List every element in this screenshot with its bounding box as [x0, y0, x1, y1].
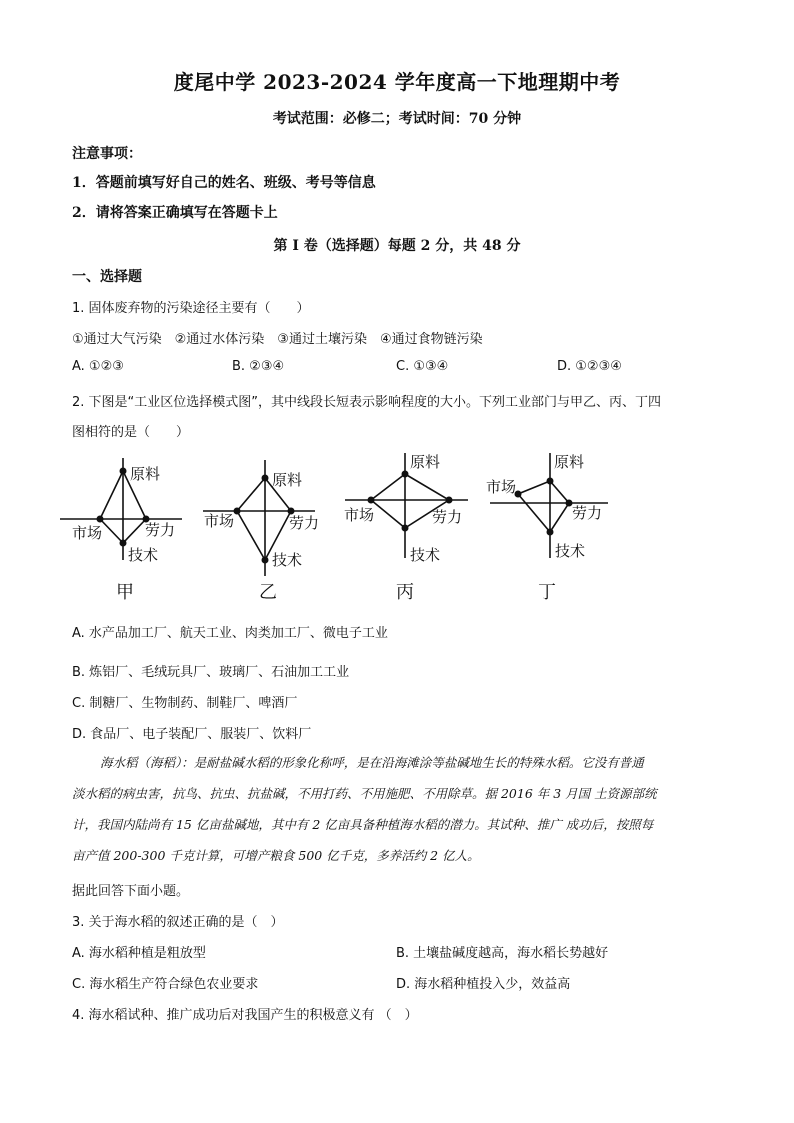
caption-bing: 丙: [396, 582, 414, 603]
bing-tech-label: 技术: [410, 546, 441, 564]
caption-yi: 乙: [259, 582, 277, 603]
bing-market-label: 市场: [344, 506, 375, 524]
passage-line-2: 淡水稻的病虫害，抗鸟、抗虫、抗盐碱，不用打药、不用施肥、不用除草。据 2016 年 3 月国 土资源部统: [72, 786, 657, 801]
part-heading: 一、选择题: [72, 269, 142, 285]
ding-market-label: 市场: [486, 478, 517, 496]
q2-stem-line2: 图相符的是（ ）: [72, 425, 190, 440]
q2-option-c: C. 制糖厂、生物制药、制鞋厂、啤酒厂: [72, 696, 298, 711]
q1-stem: 1. 固体废弃物的污染途径主要有（ ）: [72, 301, 310, 316]
page-title: 度尾中学 2023-2024 学年度高一下地理期中考: [173, 70, 621, 94]
notice-item-2: 2．请将答案正确填写在答题卡上: [72, 205, 278, 221]
notice-heading: 注意事项：: [72, 146, 142, 162]
q1-option-c: C. ①③④: [396, 359, 449, 374]
q2-option-b: B. 炼铝厂、毛绒玩具厂、玻璃厂、石油加工工业: [72, 665, 350, 680]
jia-labor-label: 劳力: [145, 521, 176, 539]
q2-option-d: D. 食品厂、电子装配厂、服装厂、饮料厂: [72, 727, 312, 742]
jia-tech-label: 技术: [128, 546, 159, 564]
q1-option-b: B. ②③④: [232, 359, 285, 374]
q4-stem: 4. 海水稻试种、推广成功后对我国产生的积极意义有 （ ）: [72, 1008, 418, 1023]
passage-lead: 据此回答下面小题。: [72, 884, 190, 899]
q3-option-c: C. 海水稻生产符合绿色农业要求: [72, 977, 259, 992]
q3-stem: 3. 关于海水稻的叙述正确的是（ ）: [72, 915, 284, 930]
jia-market-label: 市场: [72, 524, 103, 542]
caption-jia: 甲: [116, 582, 134, 603]
yi-labor-label: 劳力: [289, 514, 320, 532]
passage-line-3: 计，我国内陆尚有 15 亿亩盐碱地，其中有 2 亿亩具备种植海水稻的潜力。其试种、推广 成功后，按照每: [72, 817, 654, 832]
ding-tech-label: 技术: [555, 542, 586, 560]
passage-line-4: 亩产值 200-300 千克计算，可增产粮食 500 亿千克，多养活约 2 亿人。: [72, 848, 480, 863]
q2-option-a: A. 水产品加工厂、航天工业、肉类加工厂、微电子工业: [72, 626, 388, 641]
ding-raw-label: 原料: [554, 453, 585, 471]
q3-option-d: D. 海水稻种植投入少，效益高: [396, 977, 571, 992]
q1-statements: ①通过大气污染 ②通过水体污染 ③通过土壤污染 ④通过食物链污染: [72, 332, 483, 347]
ding-labor-label: 劳力: [572, 504, 603, 522]
yi-tech-label: 技术: [272, 551, 303, 569]
bing-raw-label: 原料: [410, 453, 441, 471]
passage-line-1: 海水稻（海稻）：是耐盐碱水稻的形象化称呼，是在沿海滩涂等盐碱地生长的特殊水稻。它没有普通: [100, 755, 644, 770]
bing-labor-label: 劳力: [432, 508, 463, 526]
section-title: 第 I 卷（选择题）每题 2 分，共 48 分: [273, 238, 521, 254]
jia-raw-label: 原料: [130, 465, 161, 483]
exam-info: 考试范围：必修二；考试时间：70 分钟: [272, 111, 522, 127]
q1-option-a: A. ①②③: [72, 359, 124, 374]
q1-option-d: D. ①②③④: [557, 359, 622, 374]
notice-item-1: 1．答题前填写好自己的姓名、班级、考号等信息: [72, 175, 376, 191]
yi-raw-label: 原料: [272, 471, 303, 489]
q3-option-b: B. 土壤盐碱度越高，海水稻长势越好: [396, 946, 609, 961]
caption-ding: 丁: [538, 582, 556, 603]
yi-market-label: 市场: [204, 512, 235, 530]
industrial-location-diagrams: [0, 448, 794, 608]
q3-option-a: A. 海水稻种植是粗放型: [72, 946, 206, 961]
q2-stem-line1: 2. 下图是“工业区位选择模式图”，其中线段长短表示影响程度的大小。下列工业部门与甲乙、丙、丁四: [72, 395, 662, 410]
